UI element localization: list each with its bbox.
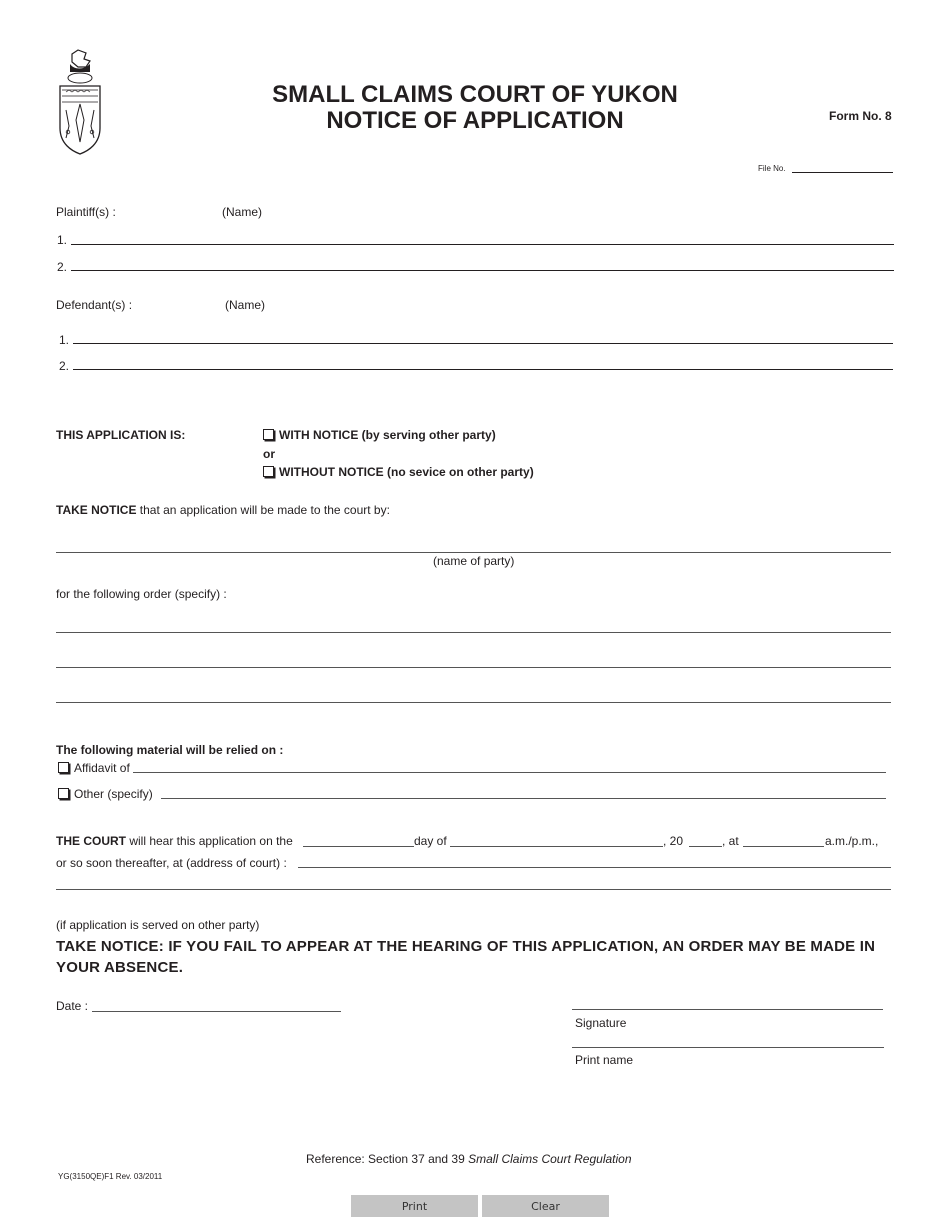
take-notice-statement (56, 503, 390, 517)
clear-button[interactable]: Clear (482, 1195, 609, 1217)
served-note: (if application is served on other party) (56, 918, 260, 932)
or-text: or (263, 447, 275, 461)
order-field-1[interactable] (56, 632, 891, 633)
defendants-name-caption: (Name) (225, 298, 266, 312)
affidavit-label: Affidavit of (74, 761, 130, 775)
affidavit-field[interactable] (133, 772, 886, 773)
party-name-caption: (name of party) (433, 554, 515, 568)
year-prefix-label: , 20 (663, 834, 684, 848)
signature-label: Signature (575, 1016, 627, 1030)
without-notice-checkbox[interactable] (263, 466, 274, 477)
reference-prefix: Reference: Section 37 and 39 (306, 1152, 469, 1166)
plaintiffs-name-caption: (Name) (222, 205, 263, 219)
defendant-row-number: 2. (59, 359, 70, 373)
affidavit-option[interactable] (58, 761, 130, 775)
with-notice-label: WITH NOTICE (by serving other party) (279, 428, 496, 442)
defendant-2-field[interactable] (73, 369, 893, 370)
court-address-field[interactable] (298, 867, 891, 868)
absence-warning: TAKE NOTICE: IF YOU FAIL TO APPEAR AT THE HEARING OF THIS APPLICATION, AN ORDER MAY BE MADE IN YOUR ABSENCE. (56, 938, 876, 976)
court-bold: THE COURT (56, 834, 126, 848)
material-heading: The following material will be relied on : (56, 743, 284, 757)
file-no-field[interactable] (792, 172, 893, 173)
take-notice-text: that an application will be made to the court by: (136, 503, 390, 517)
other-label: Other (specify) (74, 787, 153, 801)
form-code: YG(3150QE)F1 Rev. 03/2011 (58, 1172, 163, 1181)
regulation-reference (306, 1152, 632, 1166)
order-label: for the following order (specify) : (56, 587, 227, 601)
plaintiff-row-number: 1. (57, 233, 68, 247)
form-subtitle: NOTICE OF APPLICATION (326, 107, 624, 134)
date-field[interactable] (92, 1011, 341, 1012)
print-button[interactable]: Print (351, 1195, 478, 1217)
form-number: Form No. 8 (829, 109, 892, 123)
plaintiff-1-field[interactable] (71, 244, 894, 245)
plaintiff-row-number: 2. (57, 260, 68, 274)
without-notice-label: WITHOUT NOTICE (no sevice on other party) (279, 465, 534, 479)
day-of-label: day of (414, 834, 447, 848)
without-notice-option[interactable] (263, 465, 534, 479)
signature-field[interactable] (572, 1009, 883, 1010)
hearing-month-field[interactable] (450, 846, 663, 847)
form-title: SMALL CLAIMS COURT OF YUKON (272, 81, 678, 108)
hearing-time-field[interactable] (743, 846, 824, 847)
court-address-label: or so soon thereafter, at (address of court) : (56, 856, 287, 870)
other-checkbox[interactable] (58, 788, 69, 799)
affidavit-checkbox[interactable] (58, 762, 69, 773)
plaintiff-2-field[interactable] (71, 270, 894, 271)
file-no-label: File No. (758, 164, 786, 173)
party-name-field[interactable] (56, 552, 891, 553)
with-notice-option[interactable] (263, 428, 496, 442)
order-field-2[interactable] (56, 667, 891, 668)
court-address-field-2[interactable] (56, 889, 891, 890)
court-statement (56, 834, 293, 848)
application-type-label: THIS APPLICATION IS: (56, 428, 186, 442)
take-notice-bold: TAKE NOTICE (56, 503, 137, 517)
reference-italic: Small Claims Court Regulation (468, 1152, 632, 1166)
print-name-field[interactable] (572, 1047, 884, 1048)
defendant-row-number: 1. (59, 333, 70, 347)
with-notice-checkbox[interactable] (263, 429, 274, 440)
at-label: , at (722, 834, 739, 848)
court-text: will hear this application on the (126, 834, 293, 848)
print-name-label: Print name (575, 1053, 634, 1067)
defendant-1-field[interactable] (73, 343, 893, 344)
hearing-year-field[interactable] (689, 846, 722, 847)
other-option[interactable] (58, 787, 153, 801)
hearing-day-field[interactable] (303, 846, 414, 847)
date-label: Date : (56, 999, 89, 1013)
plaintiffs-label: Plaintiff(s) : (56, 205, 116, 219)
defendants-label: Defendant(s) : (56, 298, 133, 312)
other-field[interactable] (161, 798, 886, 799)
am-pm-label: a.m./p.m., (825, 834, 879, 848)
order-field-3[interactable] (56, 702, 891, 703)
yukon-coat-of-arms-logo (54, 48, 106, 156)
